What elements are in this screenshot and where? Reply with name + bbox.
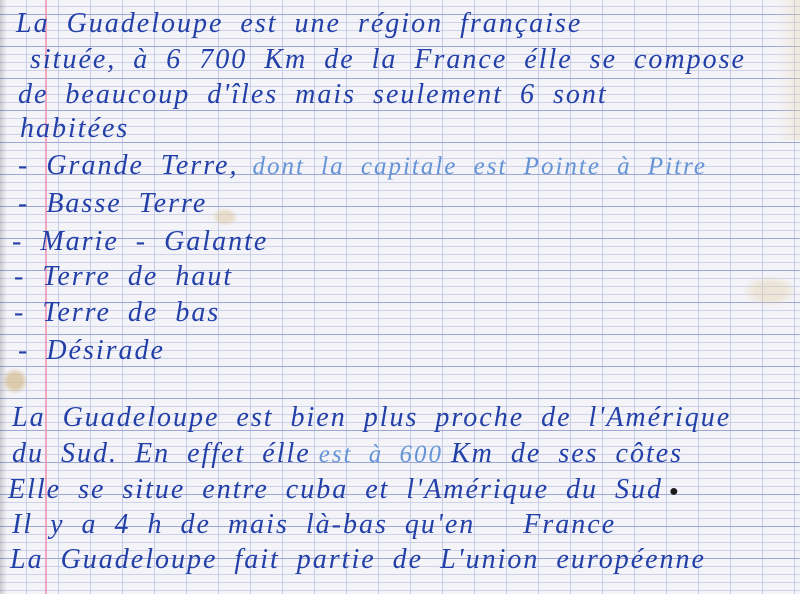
handwritten-text: de beaucoup d'îles mais seulement 6 sont	[18, 79, 608, 110]
ink-dot: ●	[669, 483, 681, 500]
handwritten-annotation: dont la capitale est Pointe à Pitre	[252, 153, 707, 180]
island-item-desirade	[18, 335, 165, 367]
paper-stain	[744, 276, 796, 306]
handwritten-text: Km de ses côtes	[451, 438, 684, 469]
island-item-basse-terre	[18, 188, 207, 220]
handwritten-text: Elle se situe entre cuba et l'Amérique du Sud	[8, 474, 664, 505]
paragraph2-line-2	[12, 438, 683, 471]
paper-stain	[776, 0, 800, 140]
handwritten-text: La Guadeloupe est bien plus proche de l'Amérique	[12, 402, 732, 433]
paragraph2-line-1	[12, 402, 731, 434]
island-item-grande-terre	[18, 150, 707, 183]
island-item-terre-de-haut	[14, 261, 233, 293]
handwritten-text: La Guadeloupe est une région française	[16, 8, 583, 39]
paragraph1-line-4	[20, 113, 129, 145]
handwritten-text: - Marie - Galante	[12, 226, 269, 257]
paragraph1-line-3	[18, 79, 608, 111]
handwritten-text: - Désirade	[18, 335, 165, 366]
paragraph2-line-4	[12, 509, 616, 541]
handwritten-text: France	[523, 509, 617, 540]
page-left-edge	[0, 0, 7, 594]
paragraph2-line-5	[10, 544, 706, 576]
handwritten-text: - Terre de haut	[14, 261, 234, 292]
island-item-marie-galante	[12, 226, 268, 258]
handwritten-text: du Sud. En effet élle	[12, 438, 311, 469]
handwritten-text-light: est à 600	[318, 441, 443, 468]
handwritten-text: située, à 6 700 Km de la France élle se compose	[30, 44, 746, 75]
handwritten-text: habitées	[20, 113, 130, 144]
handwritten-text: - Basse Terre	[18, 188, 208, 219]
island-item-terre-de-bas	[14, 297, 220, 329]
paragraph2-line-3	[8, 474, 681, 510]
handwritten-text: Il y a 4 h de mais là-bas qu'en	[12, 509, 476, 540]
handwritten-text: - Grande Terre,	[18, 150, 239, 181]
paragraph1-line-2	[30, 44, 746, 76]
handwritten-text: La Guadeloupe fait partie de L'union européenne	[10, 544, 706, 575]
handwritten-text: - Terre de bas	[14, 297, 221, 328]
paper-stain	[212, 208, 238, 226]
paragraph1-line-1	[16, 8, 582, 40]
